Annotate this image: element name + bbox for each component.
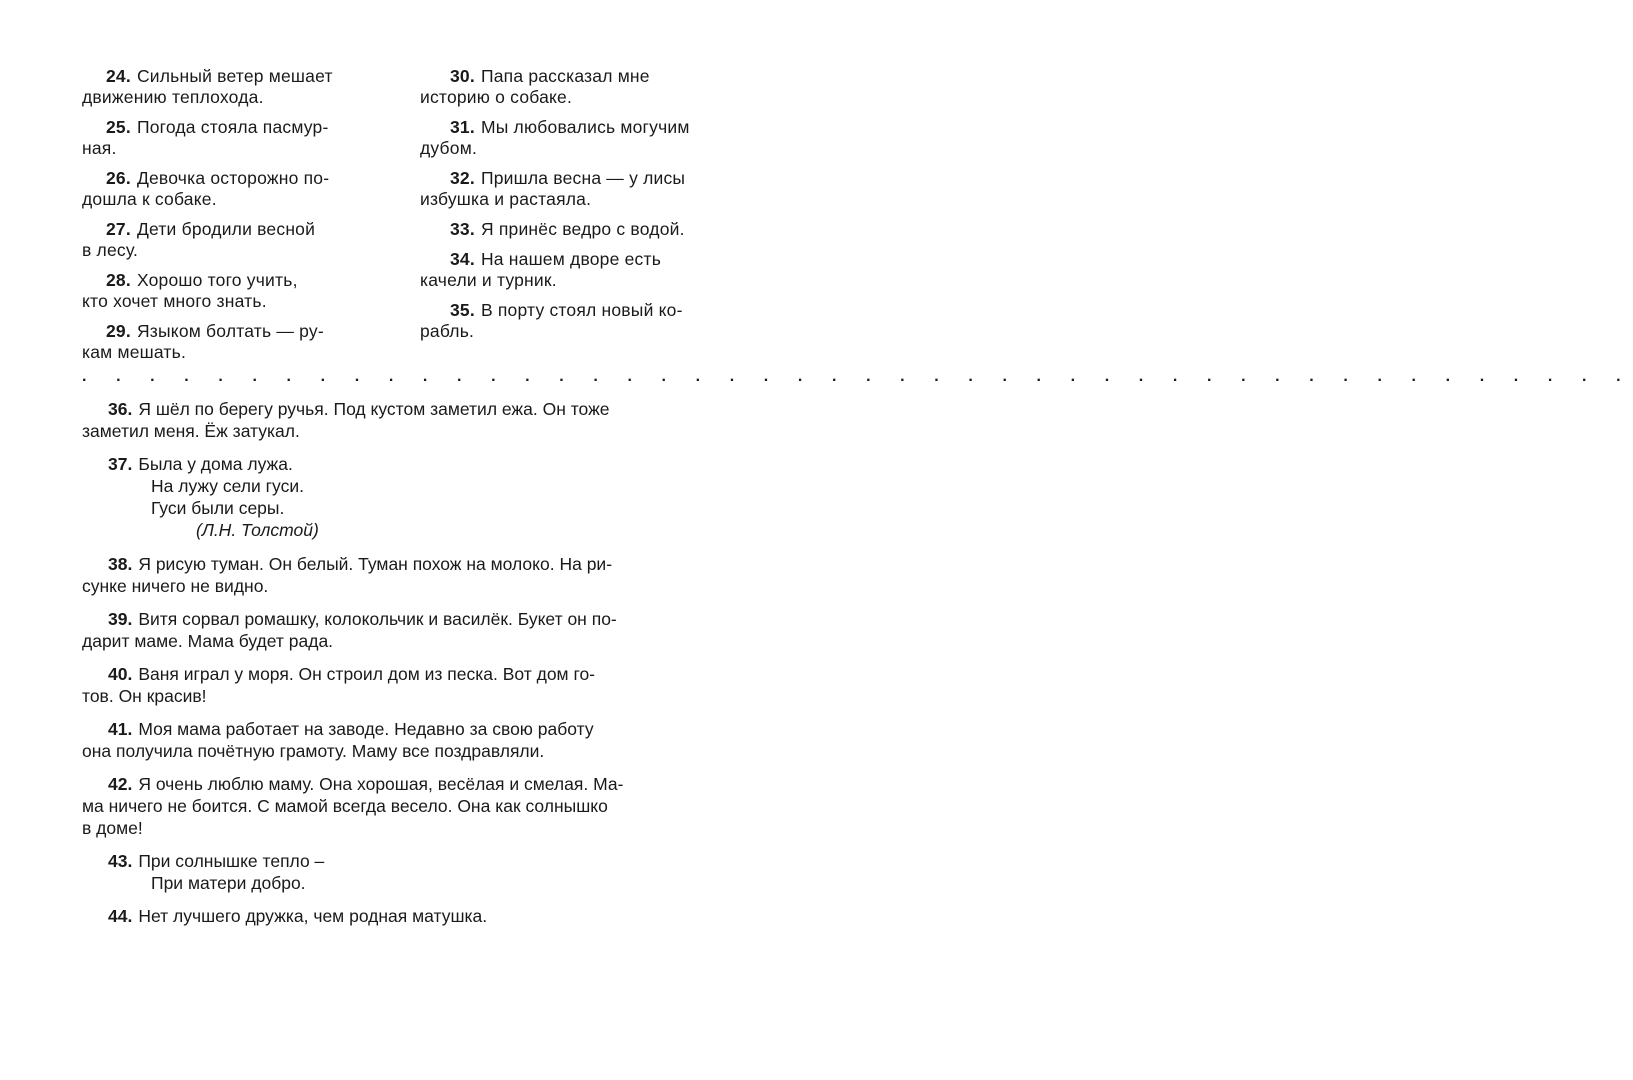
exercise-27: 27. Дети бродили весной в лесу. bbox=[82, 219, 316, 260]
exercise-29: 29. Языком болтать — ру- кам мешать. bbox=[82, 321, 324, 362]
exercise-32: 32. Пришла весна — у лисы избушка и растаяла. bbox=[420, 168, 686, 209]
exercise-25: 25. Погода стояла пасмур- ная. bbox=[82, 117, 329, 158]
exercise-33: 33. Я принёс ведро с водой. bbox=[450, 219, 685, 239]
exercise-37: 37. Была у дома лужа. На лужу сели гуси. Гуси были серы. (Л.Н. Толстой) bbox=[82, 453, 747, 541]
exercise-26: 26. Девочка осторожно по- дошла к собаке. bbox=[82, 168, 330, 209]
exercise-28: 28. Хорошо того учить, кто хочет много знать. bbox=[82, 270, 298, 311]
exercise-31: 31. Мы любовались могучим дубом. bbox=[420, 117, 690, 158]
right-column bbox=[420, 66, 745, 351]
left-column bbox=[82, 66, 377, 372]
exercise-43: 43. При солнышке тепло – При матери добро. bbox=[108, 851, 325, 893]
exercise-40: 40. Ваня играл у моря. Он строил дом из песка. Вот дом го- тов. Он красив! bbox=[82, 664, 596, 706]
exercise-38: 38. Я рисую туман. Он белый. Туман похож на молоко. На ри- сунке ничего не видно. bbox=[82, 554, 613, 596]
exercise-30: 30. Папа рассказал мне историю о собаке. bbox=[420, 66, 650, 107]
exercise-24: 24. Сильный ветер мешает движению теплохода. bbox=[82, 66, 333, 107]
exercise-39: 39. Витя сорвал ромашку, колокольчик и василёк. Букет он по- дарит маме. Мама будет рада. bbox=[82, 609, 617, 651]
exercise-35: 35. В порту стоял новый ко- рабль. bbox=[420, 300, 683, 341]
exercise-42: 42. Я очень люблю маму. Она хорошая, весёлая и смелая. Ма- ма ничего не боится. С мамой всегда весело. Она как солнышко в доме! bbox=[82, 774, 624, 838]
poem-author: (Л.Н. Толстой) bbox=[196, 520, 319, 540]
dotted-separator: . . . . . . . . . . . . . . . . . . . . . . . . . . . . . . . . . . . . . . . . . . . . . . bbox=[82, 368, 1633, 385]
exercise-34: 34. На нашем дворе есть качели и турник. bbox=[420, 249, 662, 290]
exercise-36: 36. Я шёл по берегу ручья. Под кустом заметил ежа. Он тоже заметил меня. Ёж затукал. bbox=[82, 399, 610, 441]
exercise-44: 44. Нет лучшего дружка, чем родная матушка. bbox=[108, 906, 488, 926]
exercise-41: 41. Моя мама работает на заводе. Недавно за свою работу она получила почётную грамоту. Маму все поздравляли. bbox=[82, 719, 594, 761]
